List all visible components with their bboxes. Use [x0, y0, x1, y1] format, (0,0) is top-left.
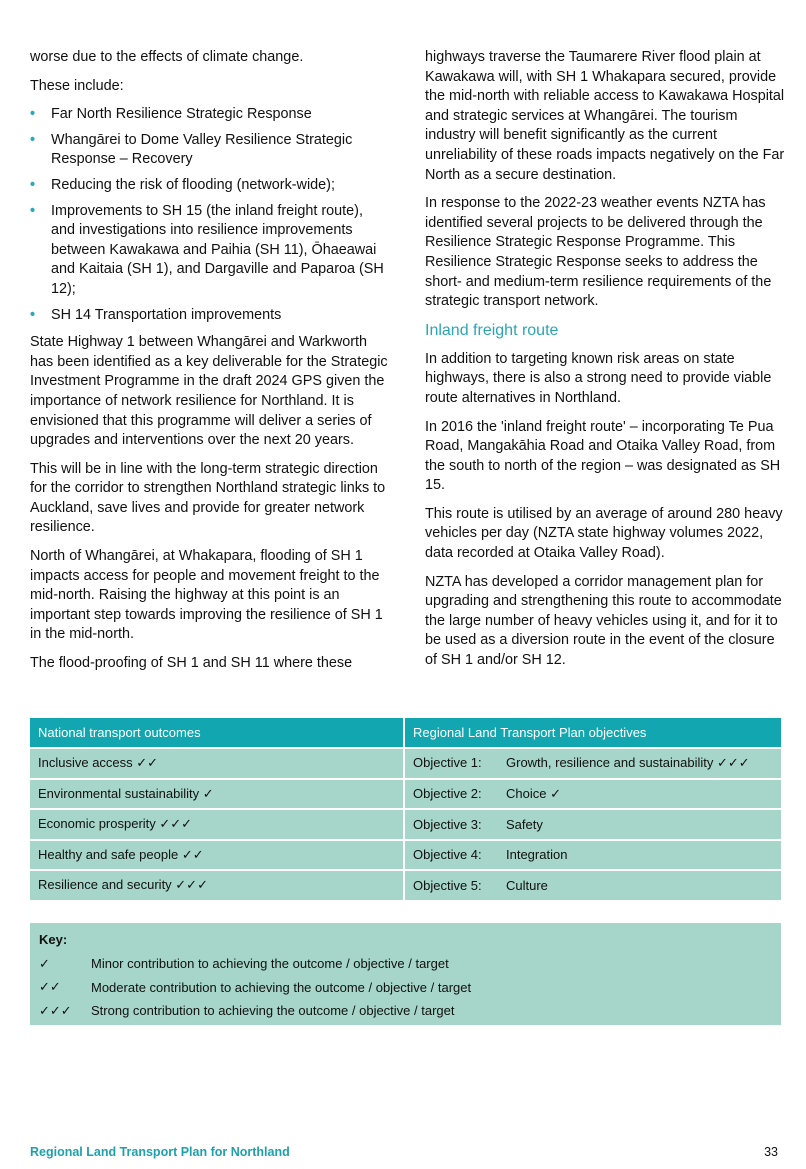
list-item: • Reducing the risk of flooding (network-wide); [30, 176, 390, 196]
header-rltp-objectives: Regional Land Transport Plan objectives [405, 718, 781, 747]
bullet-list [30, 105, 390, 325]
key-description: Strong contribution to achieving the outcome / objective / target [91, 1003, 455, 1019]
list-item: • Whangārei to Dome Valley Resilience Strategic Response – Recovery [30, 131, 390, 170]
outcome-cell: Environmental sustainability ✓ [30, 778, 405, 809]
objective-text: Integration [506, 847, 568, 863]
key-row [39, 952, 772, 976]
key-row [39, 976, 772, 1000]
footer-title: Regional Land Transport Plan for Northland [30, 1145, 290, 1159]
objective-number: Objective 4: [413, 847, 482, 863]
objective-number: Objective 1: [413, 755, 482, 771]
outcomes-table [30, 718, 781, 900]
outcome-cell: Inclusive access ✓✓ [30, 747, 405, 778]
paragraph: The flood-proofing of SH 1 and SH 11 where these [30, 655, 353, 672]
paragraph: This will be in line with the long-term strategic direction for the corridor to strengthen Northland strategic links to Auckland, save lives and provide for greater network resilience. [30, 460, 386, 536]
section-heading: Inland freight route [425, 321, 559, 339]
objective-cell [405, 778, 781, 809]
paragraph: In addition to targeting known risk areas on state highways, there is also a strong need to provide viable route alternatives in Northland. [425, 350, 772, 406]
paragraph: This route is utilised by an average of around 280 heavy vehicles per day (NZTA state highway volumes 2022, data recorded at Otaika Valley Road). [425, 505, 783, 562]
paragraph: NZTA has developed a corridor management plan for upgrading and strengthening this route to accommodate the large number of heavy vehicles using it, and for it to be used as a diversion route in the event of the closure of SH 1 and/or SH 12. [425, 573, 782, 669]
paragraph: North of Whangārei, at Whakapara, flooding of SH 1 impacts access for people and movement freight to the mid-north. Raising the highway at this point is an important step towards improving the resilience of SH 1 in the mid-north. [30, 548, 383, 643]
check-icon: ✓ [39, 955, 50, 971]
page-number: 33 [764, 1145, 778, 1159]
objective-text: Culture [506, 877, 548, 893]
key-title: Key: [39, 932, 68, 947]
objective-text: Safety [506, 816, 543, 832]
paragraph: State Highway 1 between Whangārei and Warkworth has been identified as a key deliverable for the Strategic Investment Programme in the draft 2024 GPS given the importance of network resilience for Northland. It is envisioned that this programme will deliver a series of upgrades and interventions over the next 20 years. [30, 334, 388, 449]
objective-number: Objective 3: [413, 816, 482, 832]
paragraph: highways traverse the Taumarere River flood plain at Kawakawa will, with SH 1 Whakapara secured, provide the mid-north with reliable access to Kawakawa Hospital and strategic services at Whangārei. The tourism industry will benefit significantly as the current unreliability of these roads impacts negatively on the Far North as a secure destination. [425, 49, 785, 183]
table-row [30, 869, 781, 900]
table-header-row [30, 718, 781, 747]
objective-cell [405, 808, 781, 839]
outcome-cell: Healthy and safe people ✓✓ [30, 839, 405, 870]
outcome-cell: Economic prosperity ✓✓✓ [30, 808, 405, 839]
paragraph: In 2016 the 'inland freight route' – incorporating Te Pua Road, Mangakāhia Road and Otaika Valley Road, from the south to north of the region – was designated as SH 15. [425, 418, 781, 494]
table-row [30, 808, 781, 839]
objective-cell [405, 839, 781, 870]
table-row [30, 778, 781, 809]
key-description: Minor contribution to achieving the outcome / objective / target [91, 956, 449, 972]
paragraph: worse due to the effects of climate change. [30, 49, 304, 65]
double-check-icon: ✓✓ [39, 979, 61, 995]
objective-text: Growth, resilience and sustainability ✓✓✓ [506, 755, 750, 771]
list-item: • SH 14 Transportation improvements [30, 306, 390, 326]
objective-number: Objective 5: [413, 877, 482, 893]
table-row [30, 747, 781, 778]
key-box [30, 923, 781, 1025]
objective-cell [405, 747, 781, 778]
key-description: Moderate contribution to achieving the outcome / objective / target [91, 979, 472, 995]
header-national-outcomes: National transport outcomes [30, 718, 405, 747]
key-row [39, 999, 772, 1023]
list-item: • Far North Resilience Strategic Response [30, 105, 390, 125]
paragraph: These include: [30, 77, 124, 94]
outcome-cell: Resilience and security ✓✓✓ [30, 869, 405, 900]
right-column [425, 48, 785, 680]
objective-text: Choice ✓ [506, 785, 561, 801]
table-row [30, 839, 781, 870]
left-column [30, 48, 390, 683]
objective-cell [405, 869, 781, 900]
triple-check-icon: ✓✓✓ [39, 1002, 72, 1018]
paragraph: In response to the 2022-23 weather events NZTA has identified several projects to be delivered through the Resilience Strategic Response Programme. This Resilience Strategic Response seeks to address the short- and medium-term resilience requirements of the strategic transport network. [425, 195, 772, 310]
objective-number: Objective 2: [413, 785, 482, 801]
list-item: • Improvements to SH 15 (the inland freight route), and investigations into resilience improvements between Kawakawa and Paihia (SH 11), Ōhaeawai and Kaitaia (SH 1), and Dargaville and Paparoa (SH 12); [30, 202, 390, 300]
